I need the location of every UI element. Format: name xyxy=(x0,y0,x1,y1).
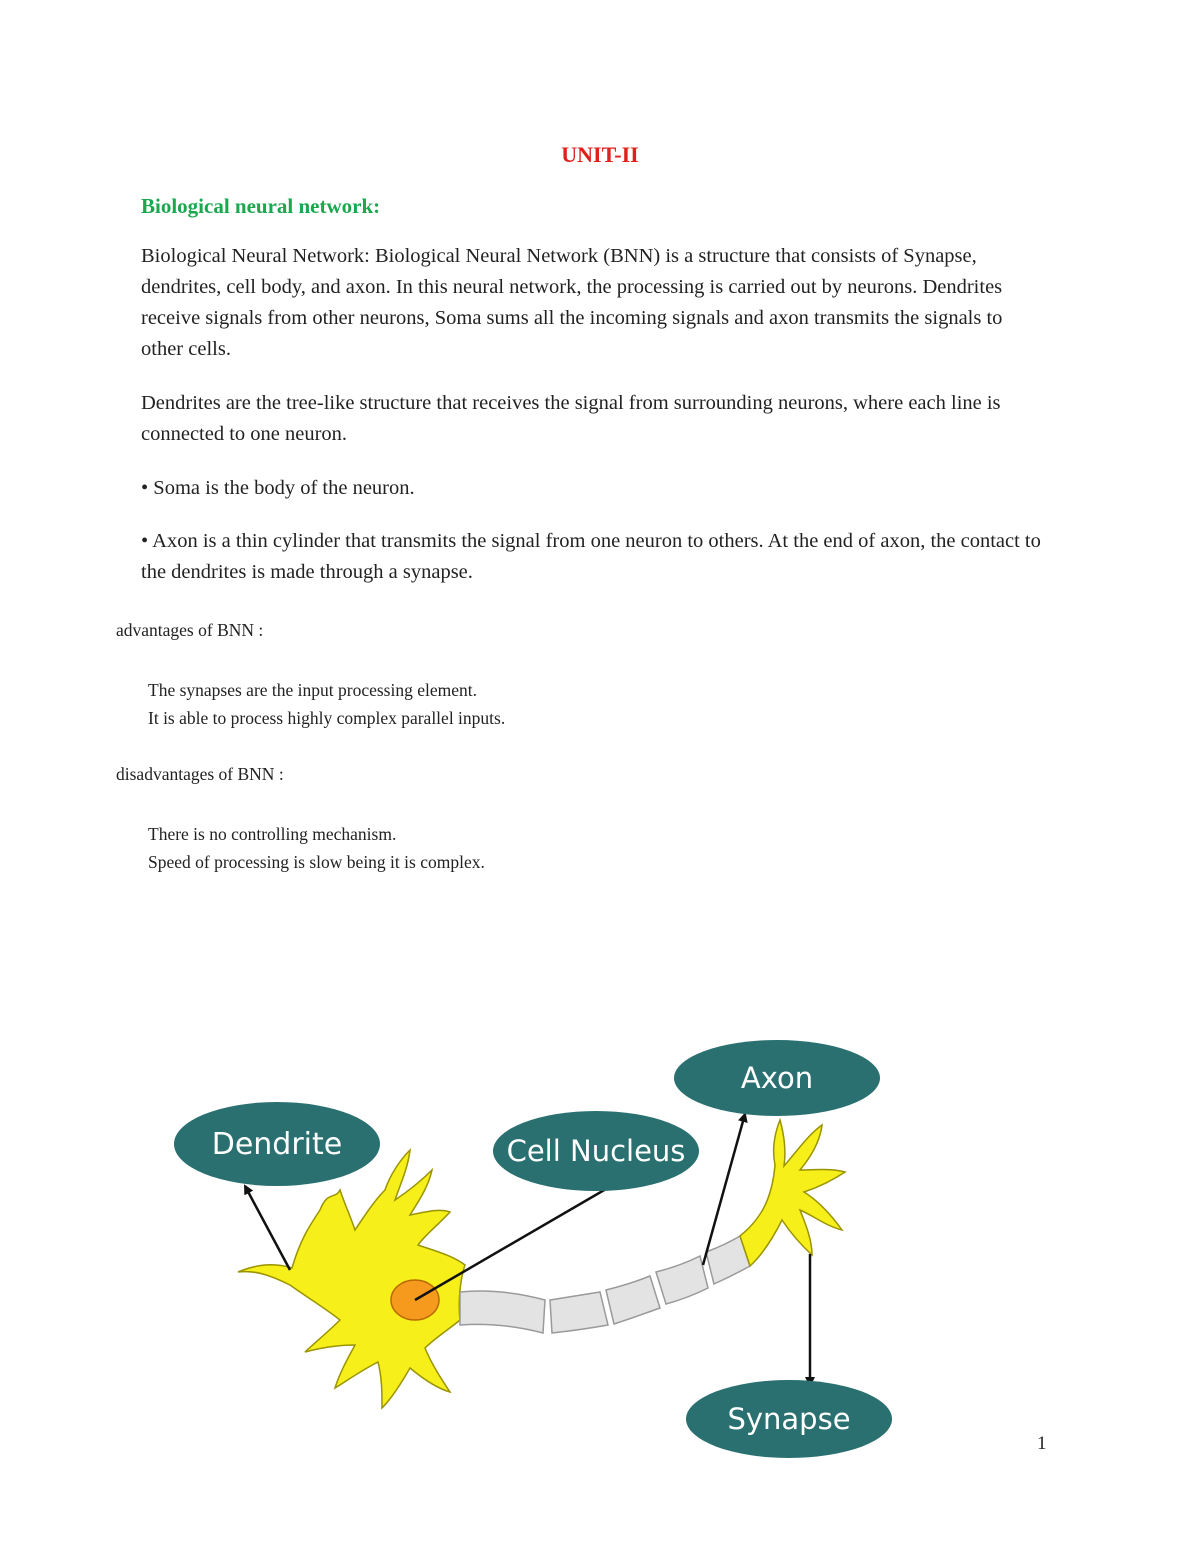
soma-bullet: • Soma is the body of the neuron. xyxy=(141,477,415,499)
axon-label: Axon xyxy=(740,1061,814,1095)
advantage-item: The synapses are the input processing element. xyxy=(148,680,477,700)
axon-bullet: • Axon is a thin cylinder that transmits the signal from one neuron to others. At the end of axon, the contact to the dendrites is made through a synapse. xyxy=(141,530,1041,583)
dendrites-paragraph: Dendrites are the tree-like structure that receives the signal from surrounding neurons, where each line is connected to one neuron. xyxy=(141,392,1001,445)
disadvantages-heading: disadvantages of BNN : xyxy=(116,764,284,784)
disadvantage-item: There is no controlling mechanism. xyxy=(148,824,397,844)
cell-nucleus-label: Cell Nucleus xyxy=(506,1134,686,1168)
synapse-label: Synapse xyxy=(727,1402,851,1436)
neuron-diagram xyxy=(160,1040,900,1460)
dendrite-label: Dendrite xyxy=(211,1127,343,1162)
axon-terminal xyxy=(740,1120,845,1266)
nucleus-arrow xyxy=(415,1182,618,1300)
section-heading: Biological neural network: xyxy=(141,194,381,218)
advantages-heading: advantages of BNN : xyxy=(116,620,264,640)
disadvantage-item: Speed of processing is slow being it is complex. xyxy=(148,852,485,872)
unit-title: UNIT-II xyxy=(561,142,639,167)
page-number: 1 xyxy=(1037,1433,1047,1454)
dendrite-arrow xyxy=(245,1186,290,1270)
intro-paragraph: Biological Neural Network: Biological Neural Network (BNN) is a structure that consists of Synapse, dendrites, cell body, and axon. In this neural network, the processing is carried out by neurons. Dendrites receive signals from other neurons, Soma sums all the incoming signals and axon transmits the signals to other cells. xyxy=(141,245,1003,360)
neuron-soma xyxy=(238,1150,465,1408)
advantage-item: It is able to process highly complex parallel inputs. xyxy=(148,708,506,728)
